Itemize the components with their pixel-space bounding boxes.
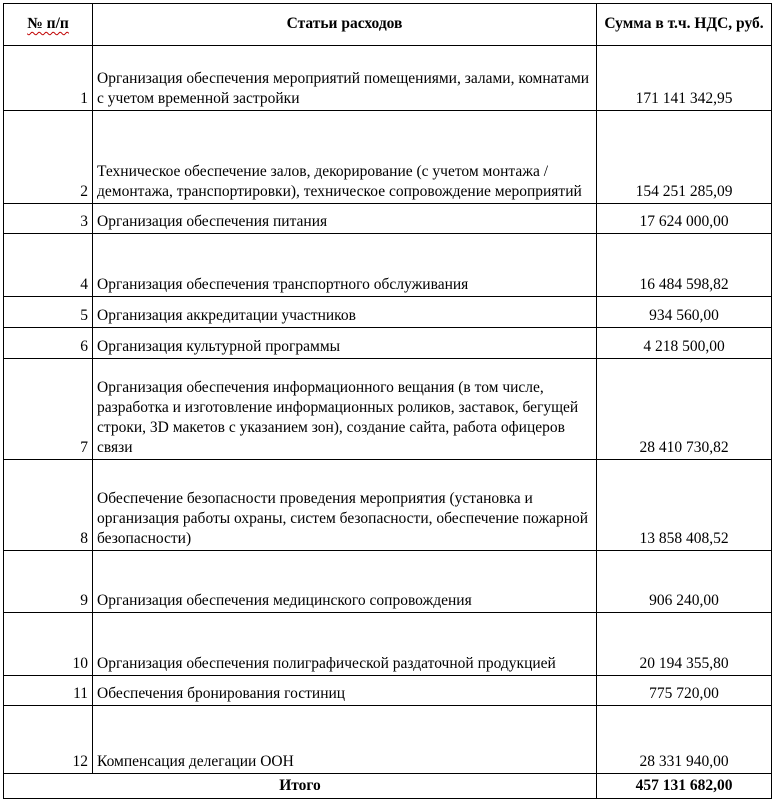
row-item: Организация обеспечения полиграфической раздаточной продукцией — [93, 613, 597, 676]
row-sum: 17 624 000,00 — [597, 204, 772, 234]
table-row — [4, 676, 772, 706]
table-row — [4, 204, 772, 234]
row-sum: 13 858 408,52 — [597, 460, 772, 551]
table-row — [4, 359, 772, 460]
row-sum: 28 410 730,82 — [597, 359, 772, 460]
row-num: 2 — [4, 111, 93, 204]
row-sum: 171 141 342,95 — [597, 46, 772, 111]
row-num: 3 — [4, 204, 93, 234]
row-num: 9 — [4, 551, 93, 613]
row-item: Организация аккредитации участников — [93, 297, 597, 328]
row-sum: 28 331 940,00 — [597, 706, 772, 774]
row-sum: 20 194 355,80 — [597, 613, 772, 676]
header-row — [4, 4, 772, 46]
row-item: Организация культурной программы — [93, 328, 597, 359]
row-num: 7 — [4, 359, 93, 460]
row-num: 12 — [4, 706, 93, 774]
total-sum: 457 131 682,00 — [597, 774, 772, 799]
row-sum: 16 484 598,82 — [597, 234, 772, 297]
table-row — [4, 234, 772, 297]
row-num: 6 — [4, 328, 93, 359]
table-row — [4, 460, 772, 551]
row-sum: 154 251 285,09 — [597, 111, 772, 204]
row-num: 5 — [4, 297, 93, 328]
expenses-table — [3, 3, 772, 799]
row-num: 4 — [4, 234, 93, 297]
row-num: 1 — [4, 46, 93, 111]
row-item: Организация обеспечения мероприятий помещениями, залами, комнатами с учетом временной застройки — [93, 46, 597, 111]
header-sum: Сумма в т.ч. НДС, руб. — [597, 4, 772, 46]
row-num: 11 — [4, 676, 93, 706]
row-sum: 934 560,00 — [597, 297, 772, 328]
row-sum: 906 240,00 — [597, 551, 772, 613]
total-row — [4, 774, 772, 799]
header-num-label: № п/п — [27, 15, 69, 32]
row-item: Организация обеспечения информационного вещания (в том числе, разработка и изготовление информационных роликов, заставок, бегущей строки, 3D макетов с указанием зон), создание сайта, работа офицеров связи — [93, 359, 597, 460]
table-row — [4, 328, 772, 359]
header-item: Статьи расходов — [93, 4, 597, 46]
row-item: Организация обеспечения транспортного обслуживания — [93, 234, 597, 297]
row-num: 8 — [4, 460, 93, 551]
row-item: Организация обеспечения питания — [93, 204, 597, 234]
table-row — [4, 551, 772, 613]
table-row — [4, 706, 772, 774]
row-item: Организация обеспечения медицинского сопровождения — [93, 551, 597, 613]
table-row — [4, 613, 772, 676]
header-num — [4, 4, 93, 46]
row-sum: 4 218 500,00 — [597, 328, 772, 359]
row-item: Техническое обеспечение залов, декорирование (с учетом монтажа /демонтажа, транспортировки), техническое сопровождение мероприятий — [93, 111, 597, 204]
table-row — [4, 297, 772, 328]
row-sum: 775 720,00 — [597, 676, 772, 706]
row-item: Обеспечение безопасности проведения мероприятия (установка и организация работы охраны, систем безопасности, обеспечение пожарной безопасности) — [93, 460, 597, 551]
row-item: Компенсация делегации ООН — [93, 706, 597, 774]
row-num: 10 — [4, 613, 93, 676]
total-label: Итого — [4, 774, 597, 799]
table-row — [4, 111, 772, 204]
table-row — [4, 46, 772, 111]
row-item: Обеспечения бронирования гостиниц — [93, 676, 597, 706]
